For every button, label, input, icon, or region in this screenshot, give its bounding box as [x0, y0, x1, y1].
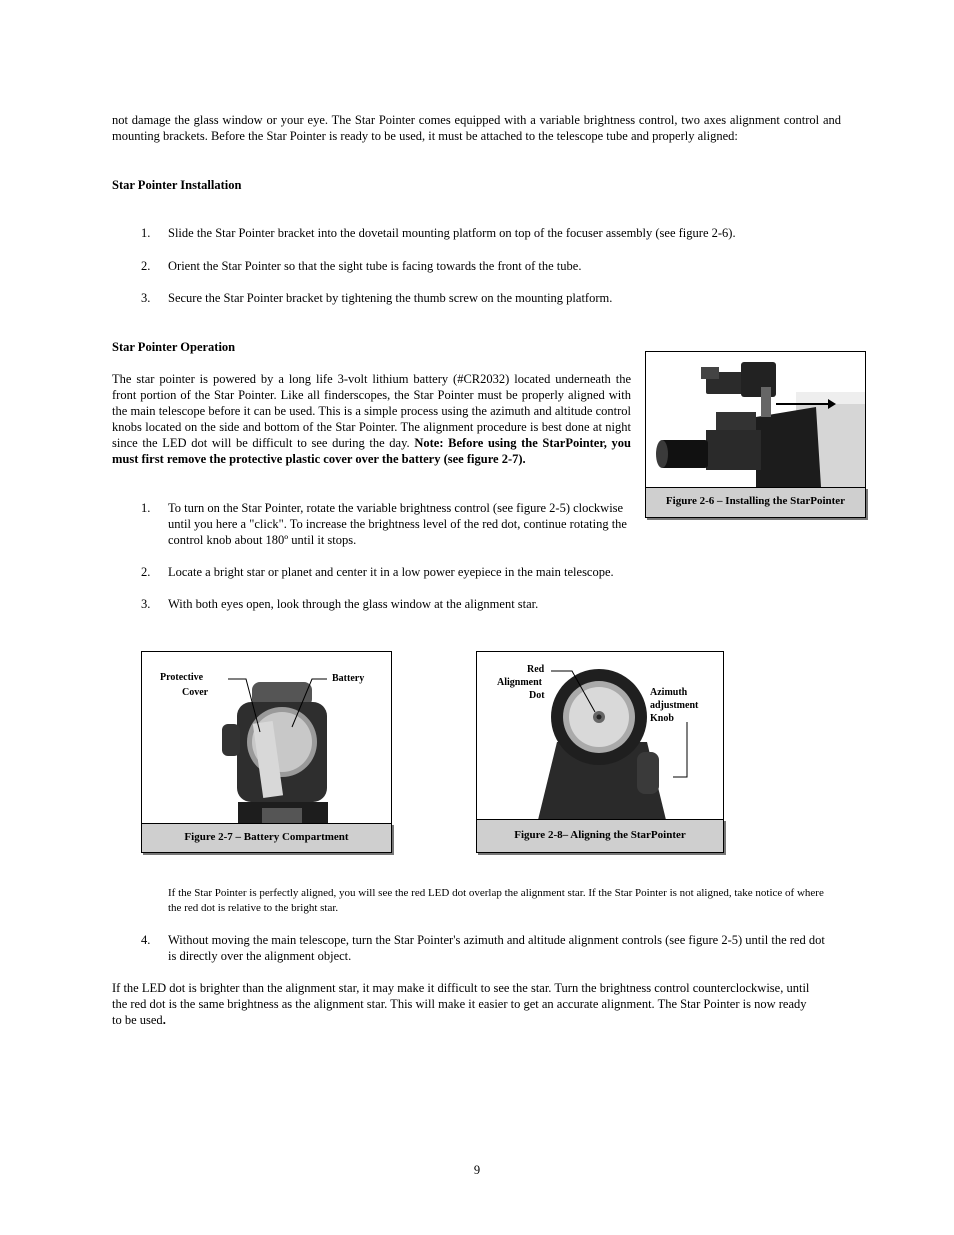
fig8-label-red: Red: [527, 664, 545, 675]
fig8-label-alignment: Alignment: [497, 677, 542, 688]
install-step-2-text: Orient the Star Pointer so that the sight tube is facing towards the front of the tube.: [168, 259, 582, 273]
install-step-3-num: 3.: [141, 291, 151, 305]
op-step-2-text: Locate a bright star or planet and center it in a low power eyepiece in the main telescope.: [168, 565, 614, 579]
final-period: .: [162, 1013, 166, 1027]
op-step-1-text: To turn on the Star Pointer, rotate the variable brightness control (see figure 2-5) clockwise until you here a "click". To increase the brightness level of the red dot, continue rotating the control knob about 180º until it stops.: [168, 501, 627, 547]
step-4-text: Without moving the main telescope, turn the Star Pointer's azimuth and altitude alignment controls (see figure 2-5) until the red dot is directly over the alignment object.: [168, 933, 825, 963]
fig7-leader-lines: [142, 652, 391, 824]
operation-paragraph-text: The star pointer is powered by a long life 3-volt lithium battery (#CR2032) located underneath the front portion of the Star Pointer. Like all finderscopes, the Star Pointer must be properly aligned with the main telescope before it can be used. This is a simple process using the azimuth and altitude control knobs located on the side and bottom of the Star Pointer. The alignment procedure is best done at night since the LED dot will be difficult to see during the day.: [112, 372, 631, 450]
final-paragraph: [112, 980, 812, 1028]
operation-note: Note: Before using the StarPointer, you must first remove the protective plastic cover over the battery (see figure 2-7).: [112, 436, 631, 466]
op-step-1-num: 1.: [141, 501, 151, 515]
fig7-label-battery: Battery: [332, 673, 365, 684]
fig7-label-protective: Protective: [160, 672, 204, 683]
telescope-focuser-illustration: [646, 352, 865, 487]
operation-heading: Star Pointer Operation: [112, 340, 236, 354]
page-number: 9: [473, 1163, 481, 1177]
figure-2-7-caption: Figure 2-7 – Battery Compartment: [141, 823, 392, 853]
fig8-label-knob: Knob: [650, 713, 674, 724]
op-step-3-num: 3.: [141, 597, 151, 611]
op-step-2-num: 2.: [141, 565, 151, 579]
install-step-1-text: Slide the Star Pointer bracket into the dovetail mounting platform on top of the focuser assembly (see figure 2-6).: [168, 226, 736, 240]
installation-heading: Star Pointer Installation: [112, 178, 242, 192]
aligned-note: If the Star Pointer is perfectly aligned, you will see the red LED dot overlap the alignment star. If the Star Pointer is not aligned, take notice of where the red dot is relative to the bright star.: [168, 887, 824, 914]
fig8-label-adjustment: adjustment: [650, 700, 699, 711]
intro-paragraph: not damage the glass window or your eye. The Star Pointer comes equipped with a variable brightness control, two axes alignment control and mounting brackets. Before the Star Pointer is ready to be used, it must be attached to the telescope tube and properly aligned:: [112, 113, 841, 143]
final-paragraph-text: If the LED dot is brighter than the alignment star, it may make it difficult to see the star. Turn the brightness control counterclockwise, until the red dot is the same brightness as the alignment star. This will make it easier to get an accurate alignment. The Star Pointer is now ready to be used: [112, 981, 810, 1027]
install-step-1-num: 1.: [141, 226, 151, 240]
op-step-3-text: With both eyes open, look through the glass window at the alignment star.: [168, 597, 539, 611]
figure-2-6-caption: Figure 2-6 – Installing the StarPointer: [645, 487, 866, 518]
step-4-num: 4.: [141, 933, 151, 947]
install-step-2-num: 2.: [141, 259, 151, 273]
fig8-leader-lines: [477, 652, 723, 824]
figure-2-6-image: [645, 351, 866, 488]
operation-paragraph: [112, 371, 631, 467]
figure-2-8-caption: Figure 2-8– Aligning the StarPointer: [476, 819, 724, 853]
fig8-label-dot: Dot: [529, 690, 545, 701]
install-step-3-text: Secure the Star Pointer bracket by tightening the thumb screw on the mounting platform.: [168, 291, 613, 305]
fig7-label-cover: Cover: [182, 687, 209, 698]
fig8-label-azimuth: Azimuth: [650, 687, 688, 698]
